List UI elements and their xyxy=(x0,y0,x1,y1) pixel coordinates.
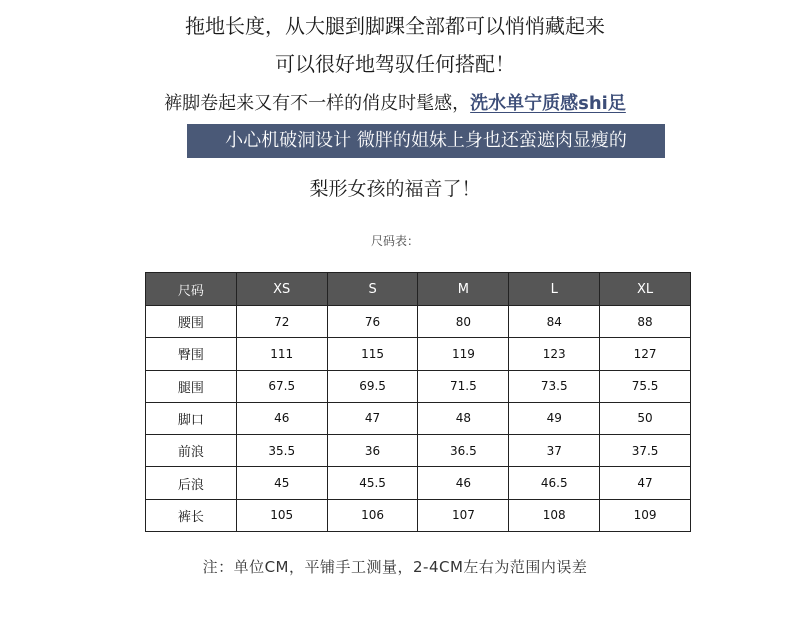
table-cell: 72 xyxy=(236,306,327,338)
table-cell: 119 xyxy=(418,338,509,370)
table-cell: 123 xyxy=(509,338,600,370)
table-row xyxy=(146,338,691,370)
table-cell: 48 xyxy=(418,402,509,434)
header-size: 尺码 xyxy=(146,273,237,306)
table-row xyxy=(146,402,691,434)
table-cell: 47 xyxy=(327,402,418,434)
row-label: 臀围 xyxy=(146,338,237,370)
table-cell: 36.5 xyxy=(418,435,509,467)
table-cell: 36 xyxy=(327,435,418,467)
intro-line-2: 可以很好地驾驭任何搭配！ xyxy=(275,52,515,76)
table-cell: 115 xyxy=(327,338,418,370)
row-label: 裤长 xyxy=(146,499,237,531)
table-row xyxy=(146,306,691,338)
table-cell: 35.5 xyxy=(236,435,327,467)
table-row xyxy=(146,467,691,499)
table-cell: 46 xyxy=(418,467,509,499)
table-cell: 108 xyxy=(509,499,600,531)
table-cell: 127 xyxy=(600,338,691,370)
measurement-note: 注：单位CM，平铺手工测量，2-4CM左右为范围内误差 xyxy=(202,558,588,576)
table-cell: 45.5 xyxy=(327,467,418,499)
intro-line-1: 拖地长度，从大腿到脚踝全部都可以悄悄藏起来 xyxy=(185,14,605,38)
header-s: S xyxy=(327,273,418,306)
row-label: 腿围 xyxy=(146,370,237,402)
intro-line-5: 梨形女孩的福音了！ xyxy=(309,178,481,200)
highlight-banner: 小心机破洞设计 微胖的姐妹上身也还蛮遮肉显瘦的 xyxy=(187,124,665,158)
table-cell: 49 xyxy=(509,402,600,434)
table-cell: 67.5 xyxy=(236,370,327,402)
size-table-caption: 尺码表： xyxy=(370,234,419,248)
table-row xyxy=(146,370,691,402)
table-cell: 84 xyxy=(509,306,600,338)
intro-line-3 xyxy=(0,89,790,115)
table-cell: 109 xyxy=(600,499,691,531)
table-cell: 37.5 xyxy=(600,435,691,467)
intro-line-3-highlight: 洗水单宁质感shi足 xyxy=(470,93,626,114)
header-xl: XL xyxy=(600,273,691,306)
table-cell: 88 xyxy=(600,306,691,338)
row-label: 腰围 xyxy=(146,306,237,338)
table-cell: 45 xyxy=(236,467,327,499)
table-cell: 75.5 xyxy=(600,370,691,402)
table-cell: 80 xyxy=(418,306,509,338)
size-table xyxy=(145,272,691,532)
row-label: 前浪 xyxy=(146,435,237,467)
table-cell: 69.5 xyxy=(327,370,418,402)
table-cell: 106 xyxy=(327,499,418,531)
table-row xyxy=(146,435,691,467)
row-label: 脚口 xyxy=(146,402,237,434)
row-label: 后浪 xyxy=(146,467,237,499)
table-row xyxy=(146,499,691,531)
table-cell: 73.5 xyxy=(509,370,600,402)
table-cell: 107 xyxy=(418,499,509,531)
table-cell: 46.5 xyxy=(509,467,600,499)
header-l: L xyxy=(509,273,600,306)
table-cell: 47 xyxy=(600,467,691,499)
size-table-header-row xyxy=(146,273,691,306)
intro-line-3-prefix: 裤脚卷起来又有不一样的俏皮时髦感， xyxy=(164,93,471,114)
table-cell: 46 xyxy=(236,402,327,434)
table-cell: 50 xyxy=(600,402,691,434)
table-cell: 111 xyxy=(236,338,327,370)
table-cell: 105 xyxy=(236,499,327,531)
header-m: M xyxy=(418,273,509,306)
table-cell: 37 xyxy=(509,435,600,467)
table-cell: 71.5 xyxy=(418,370,509,402)
table-cell: 76 xyxy=(327,306,418,338)
header-xs: XS xyxy=(236,273,327,306)
